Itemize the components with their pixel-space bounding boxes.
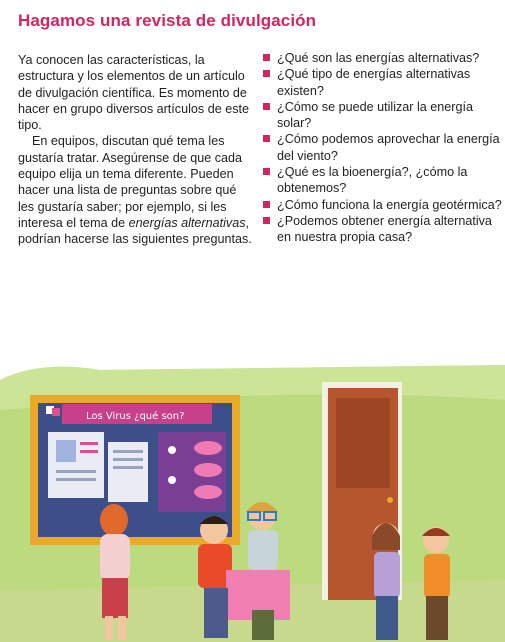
square-bullet-icon <box>263 70 270 77</box>
square-bullet-icon <box>263 103 270 110</box>
square-bullet-icon <box>263 54 270 61</box>
question-text: ¿Cómo podemos aprovechar la energía del viento? <box>277 132 500 163</box>
door-knob <box>387 497 393 503</box>
girl-skirt <box>102 578 128 618</box>
question-list <box>262 50 502 246</box>
intro-paragraph-2-start: En equipos, discutan qué tema les gustaría tratar. Asegúrense de que cada equipo elija un tema diferente. Pueden hacer una lista de preguntas sobre qué les gustaría saber; por ejemplo, si les interesa el tema de <box>18 134 243 230</box>
intro-paragraph-2-end: , podrían hacerse las siguientes preguntas. <box>18 215 252 247</box>
girl-shirt <box>100 534 130 580</box>
classroom-scene <box>0 340 505 642</box>
question-item <box>262 213 502 246</box>
question-item <box>262 131 502 164</box>
question-item <box>262 164 502 197</box>
board-sticker <box>52 408 60 416</box>
classroom-illustration <box>0 340 505 642</box>
question-item <box>262 99 502 132</box>
question-text: ¿Qué es la bioenergía?, ¿cómo la obtenemos? <box>277 165 468 196</box>
intro-paragraph-1: Ya conocen las características, la estructura y los elementos de un artículo de divulgación científica. Es momento de hacer en grupo diversos artículos de este tipo. <box>18 53 250 133</box>
intro-paragraph-2 <box>18 133 256 247</box>
boy-right-shirt <box>424 554 450 598</box>
question-text: ¿Podemos obtener energía alternativa en nuestra propia casa? <box>277 213 492 245</box>
square-bullet-icon <box>263 217 270 224</box>
question-text: ¿Qué tipo de energías alternativas existen? <box>277 67 471 98</box>
boy-glasses-shirt <box>248 530 278 570</box>
square-bullet-icon <box>263 168 270 175</box>
girl-hair <box>100 504 128 536</box>
square-bullet-icon <box>263 135 270 142</box>
question-text: ¿Cómo se puede utilizar la energía solar? <box>277 99 474 131</box>
intro-text <box>18 52 256 248</box>
question-item <box>262 66 502 99</box>
question-item <box>262 50 502 66</box>
question-item <box>262 197 502 213</box>
board-title-text: Los Virus ¿qué son? <box>86 411 185 422</box>
square-bullet-icon <box>263 201 270 208</box>
question-text: ¿Qué son las energías alternativas? <box>277 51 480 65</box>
intro-paragraph-2-emphasis: energías alternativas <box>128 215 246 230</box>
girl-right-shirt <box>374 552 400 598</box>
question-text: ¿Cómo funciona la energía geotérmica? <box>277 197 502 212</box>
page-title: Hagamos una revista de divulgación <box>18 11 317 30</box>
poster-image <box>56 440 76 462</box>
